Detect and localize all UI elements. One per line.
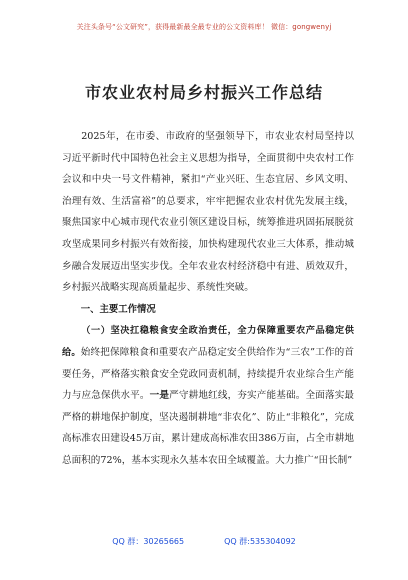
section-heading: 一、主要工作情况 (80, 303, 156, 315)
subsection-paragraph (62, 320, 354, 471)
footer (0, 536, 408, 547)
intro-paragraph: 2025年，在市委、市政府的坚强领导下，市农业农村局坚持以习近平新时代中国特色社会主义思想为指导，全面贯彻中央农村工作会议和中央一号文件精神，紧扣“产业兴旺、生态宜居、乡风文明、治理有效、生活富裕”的总要求，牢牢把握农业农村优先发展主线，聚焦国家中心城市现代农业引领区建设目标，统筹推进巩固拓展脱贫攻坚成果同乡村振兴有效衔接，加快构建现代农业三大体系，推动城乡融合发展迈出坚实步伐。全年农业农村经济稳中有进、质效双升，乡村振兴战略实现高质量起步、系统性突破。 (62, 131, 354, 294)
subsection-text-2: 严守耕地红线，夯实产能基础。全面落实最严格的耕地保护制度，坚决遏制耕地“非农化”、防止“非粮化”，完成高标准农田建设45万亩，累计建成高标准农田386万亩，占全市耕地总面积的72%，基本实现永久基本农田全域覆盖。大力推广“田长制” (62, 390, 355, 466)
list-marker: 一是 (149, 390, 170, 402)
top-banner: 关注头条号“公文研究”，获得最新最全最专业的公文资料库！ 微信：gongwenyj (76, 23, 332, 31)
qq-group-1: QQ 群：30265665 (112, 537, 185, 546)
subsection-heading: （一）坚决扛稳粮食安全政治责任，全力保障重要农产品稳定供给。 (62, 325, 354, 358)
document-body (62, 126, 354, 472)
subsection-text: 始终把保障粮食和重要农产品稳定安全供给作为“三农”工作的首要任务，严格落实粮食安全党政同责机制，持续提升农业综合生产能力与应急保供水平。 (62, 346, 355, 402)
page-title: 市农业农村局乡村振兴工作总结 (84, 83, 323, 102)
qq-group-2: QQ 群:535304092 (224, 537, 296, 546)
